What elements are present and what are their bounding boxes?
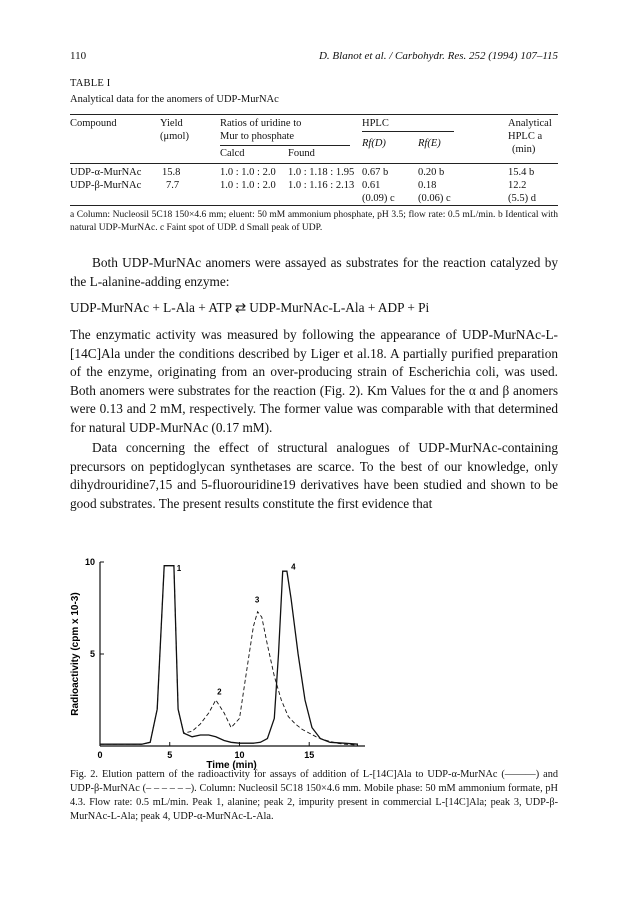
table-title: TABLE I (70, 78, 111, 89)
y-tick-label: 10 (84, 557, 95, 567)
table-cell-compound: UDP-α-MurNAc (70, 167, 142, 178)
table-cell-hplc: 15.4 b (508, 167, 535, 178)
table-cell-rfe: 0.20 b (418, 167, 445, 178)
ratio-subrule (220, 145, 350, 146)
col-analytical-3: (min) (512, 144, 536, 155)
reaction-equation: UDP-MurNAc + L-Ala + ATP ⇄ UDP-MurNAc-L-Ala + ADP + Pi (70, 300, 430, 315)
table-top-rule (70, 114, 558, 115)
y-axis-label: Radioactivity (cpm x 10-3) (70, 592, 81, 716)
table-cell-hplc: 12.2 (508, 180, 527, 191)
x-tick-label: 0 (97, 750, 103, 760)
table-cell-rfd: 0.61 (362, 180, 381, 191)
x-tick-label: 5 (167, 750, 173, 760)
table-cell-rfd: (0.09) c (362, 193, 395, 204)
table-header-rule (70, 163, 558, 164)
chart-ticks (85, 557, 314, 760)
table-cell-calcd: 1.0 : 1.0 : 2.0 (220, 167, 276, 178)
table-cell-found: 1.0 : 1.18 : 1.95 (288, 167, 355, 178)
table-cell-yield: 15.8 (162, 167, 181, 178)
series-line-alpha (100, 566, 358, 745)
page-number: 110 (70, 50, 87, 62)
x-tick-label: 10 (234, 750, 245, 760)
paragraph-3: Data concerning the effect of structural analogues of UDP-MurNAc-containing precursors on peptidoglycan synthetases are scarce. To the best of our knowledge, only dihydrouridine7,15 and 5-fluorouridine19 derivatives have been studied and shown to be good substrates. The present results constitute the first evidence that (70, 440, 558, 511)
peak-label: 1 (176, 564, 182, 574)
series-line-beta (100, 566, 358, 745)
col-hplc: HPLC (362, 118, 389, 129)
peak-label: 4 (291, 562, 296, 572)
table-cell-found: 1.0 : 1.16 : 2.13 (288, 180, 355, 191)
col-compound: Compound (70, 118, 117, 129)
y-tick-label: 5 (89, 649, 95, 659)
col-yield: Yield (160, 118, 183, 129)
table-bottom-rule (70, 205, 558, 206)
x-tick-label: 15 (304, 750, 315, 760)
col-yield-unit: (μmol) (160, 131, 189, 142)
paragraph-1: Both UDP-MurNAc anomers were assayed as substrates for the reaction catalyzed by the L-alanine-adding enzyme: (70, 255, 558, 289)
hplc-subrule (362, 131, 454, 132)
col-found: Found (288, 148, 315, 159)
table-cell-rfd: 0.67 b (362, 167, 389, 178)
chart-axes (100, 562, 365, 746)
col-rfd: Rf(D) (362, 138, 386, 149)
table-cell-hplc: (5.5) d (508, 193, 536, 204)
col-rfe: Rf(E) (418, 138, 441, 149)
col-ratio: Ratios of uridine to (220, 118, 302, 129)
table-cell-rfe: (0.06) c (418, 193, 451, 204)
peak-label: 3 (254, 595, 260, 605)
col-ratio-2: Mur to phosphate (220, 131, 295, 142)
col-calcd: Calcd (220, 148, 245, 159)
table-caption: Analytical data for the anomers of UDP-MurNAc (70, 94, 279, 105)
peak-label: 2 (217, 687, 222, 697)
table-cell-compound: UDP-β-MurNAc (70, 180, 142, 191)
running-header: D. Blanot et al. / Carbohydr. Res. 252 (1994) 107–115 (318, 50, 558, 62)
paragraph-2: The enzymatic activity was measured by following the appearance of UDP-MurNAc-L-[14C]Ala under the conditions described by Liger et al.18. A partially purified preparation of the enzyme, originating from an over-producing strain of Escherichia coli, was used. Both anomers were substrates for the reaction (Fig. 2). Km Values for the α and β anomers were 0.13 and 2 mM, respectively. The former value was comparable with that determined for natural UDP-MurNAc (0.17 mM). (70, 327, 558, 435)
table-cell-rfe: 0.18 (418, 180, 437, 191)
col-analytical-2: HPLC a (508, 131, 543, 142)
col-analytical: Analytical (508, 118, 552, 129)
chart-lines (100, 566, 358, 745)
figure-caption: Fig. 2. Elution pattern of the radioactivity for assays of addition of L-[14C]Ala to UDP-α-MurNAc (———) and UDP-β-MurNAc (– – – – – –). Column: Nucleosil 5C18 150×4.6 mm. Mobile phase: 50 mM ammonium formate, pH 4.3. Flow rate: 0.5 mL/min. Peak 1, alanine; peak 2, impurity present in commercial L-[14C]Ala; peak 3, UDP-β-MurNAc-L-Ala; peak 4, UDP-α-MurNAc-L-Ala. (70, 769, 558, 822)
elution-chart (60, 548, 380, 770)
table-cell-calcd: 1.0 : 1.0 : 2.0 (220, 180, 276, 191)
table-cell-yield: 7.7 (166, 180, 180, 191)
chart-labels (177, 562, 296, 696)
x-axis-label: Time (min) (206, 760, 257, 770)
table-footnote: a Column: Nucleosil 5C18 150×4.6 mm; eluent: 50 mM ammonium phosphate, pH 3.5; flow rate: 0.5 mL/min. b Identical with natural UDP-MurNAc. c Faint spot of UDP. d Small peak of UDP. (70, 210, 558, 233)
